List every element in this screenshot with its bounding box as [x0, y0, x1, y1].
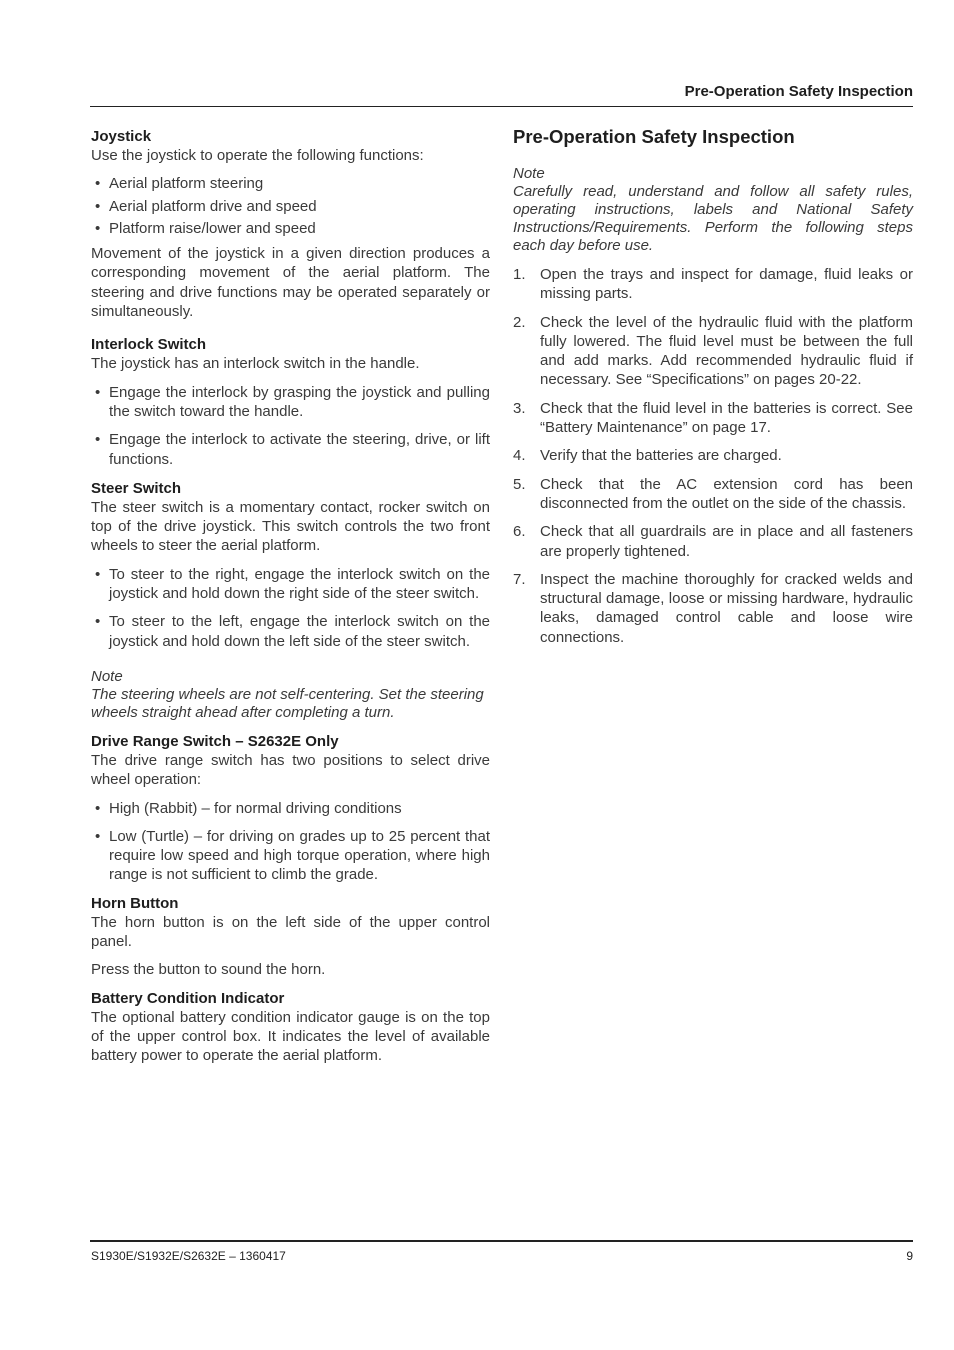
horn-heading: Horn Button — [91, 894, 179, 912]
steer-bullets — [91, 565, 490, 651]
horn-paragraph: Press the button to sound the horn. — [91, 961, 326, 979]
joystick-heading: Joystick — [91, 128, 152, 145]
list-item: • High (Rabbit) – for normal driving conditions — [95, 799, 402, 817]
list-item: 7. Inspect the machine thoroughly for cracked welds and structural damage, loose or missing hardware, hydraulic leaks, damaged control cable and loose wire connections. — [513, 570, 913, 646]
running-header: Pre-Operation Safety Inspection — [684, 83, 913, 100]
joystick-bullets — [91, 174, 490, 238]
interlock-intro: The joystick has an interlock switch in the handle. — [91, 355, 420, 373]
drive-range-heading: Drive Range Switch – S2632E Only — [91, 732, 339, 750]
drive-range-intro: The drive range switch has two positions to select drive wheel operation: — [91, 751, 490, 789]
battery-intro: The optional battery condition indicator gauge is on the top of the upper control box. It indicates the level of available battery power to operate the aerial platform. — [91, 1008, 490, 1065]
list-item: • Low (Turtle) – for driving on grades up to 25 percent that require low speed and high torque operation, where high range is not sufficient to climb the grade. — [95, 827, 490, 884]
footer-model: S1930E/S1932E/S2632E – 1360417 — [91, 1249, 286, 1263]
steer-heading: Steer Switch — [91, 479, 182, 497]
list-item: • Engage the interlock by grasping the joystick and pulling the switch toward the handle. — [95, 383, 490, 420]
list-item: 5. Check that the AC extension cord has been disconnected from the outlet on the side of the chassis. — [513, 475, 913, 512]
list-item: 6. Check that all guardrails are in place and all fasteners are properly tightened. — [513, 523, 913, 560]
list-item: • Platform raise/lower and speed — [95, 219, 316, 237]
left-column — [91, 127, 490, 1066]
joystick-intro: Use the joystick to operate the following functions: — [91, 147, 424, 164]
inspection-note-label: Note — [513, 165, 545, 182]
list-item: 1. Open the trays and inspect for damage, fluid leaks or missing parts. — [513, 266, 913, 303]
section-title: Pre-Operation Safety Inspection — [513, 126, 795, 147]
list-item: • Engage the interlock to activate the steering, drive, or lift functions. — [95, 431, 490, 468]
list-item: • To steer to the right, engage the interlock switch on the joystick and hold down the right side of the steer switch. — [95, 565, 490, 603]
header-rule — [90, 106, 913, 107]
battery-heading: Battery Condition Indicator — [91, 989, 285, 1007]
right-column — [513, 126, 913, 656]
interlock-heading: Interlock Switch — [91, 336, 207, 354]
inspection-steps — [513, 265, 913, 647]
joystick-paragraph: Movement of the joystick in a given direction produces a corresponding movement of the aerial platform. The steering and drive functions may be operated separately or simultaneously. — [91, 245, 490, 321]
list-item: 4. Verify that the batteries are charged. — [513, 447, 782, 465]
list-item: 2. Check the level of the hydraulic fluid with the platform fully lowered. The fluid level must be between the full and add marks. Add recommended hydraulic fluid if necessary. See “Specifications” on pages 20-22. — [513, 313, 913, 389]
inspection-note-text: Carefully read, understand and follow all safety rules, operating instructions, labels and National Safety Instructions/Requirements. Perform the following steps each day before use. — [513, 183, 913, 254]
list-item: • Aerial platform steering — [95, 175, 264, 193]
steer-note-text: The steering wheels are not self-centering. Set the steering wheels straight ahead after completing a turn. — [91, 685, 484, 721]
page-number: 9 — [906, 1249, 913, 1263]
list-item: 3. Check that the fluid level in the batteries is correct. See “Battery Maintenance” on page 17. — [513, 399, 913, 437]
interlock-bullets — [91, 383, 490, 469]
list-item: • To steer to the left, engage the interlock switch on the joystick and hold down the left side of the steer switch. — [95, 613, 490, 650]
horn-intro: The horn button is on the left side of the upper control panel. — [91, 913, 490, 951]
list-item: • Aerial platform drive and speed — [95, 197, 317, 215]
steer-note-label: Note — [91, 667, 123, 685]
footer-rule — [90, 1240, 913, 1242]
drive-range-bullets — [91, 799, 490, 885]
steer-intro: The steer switch is a momentary contact, rocker switch on top of the drive joystick. This switch controls the two front wheels to steer the aerial platform. — [91, 498, 490, 555]
